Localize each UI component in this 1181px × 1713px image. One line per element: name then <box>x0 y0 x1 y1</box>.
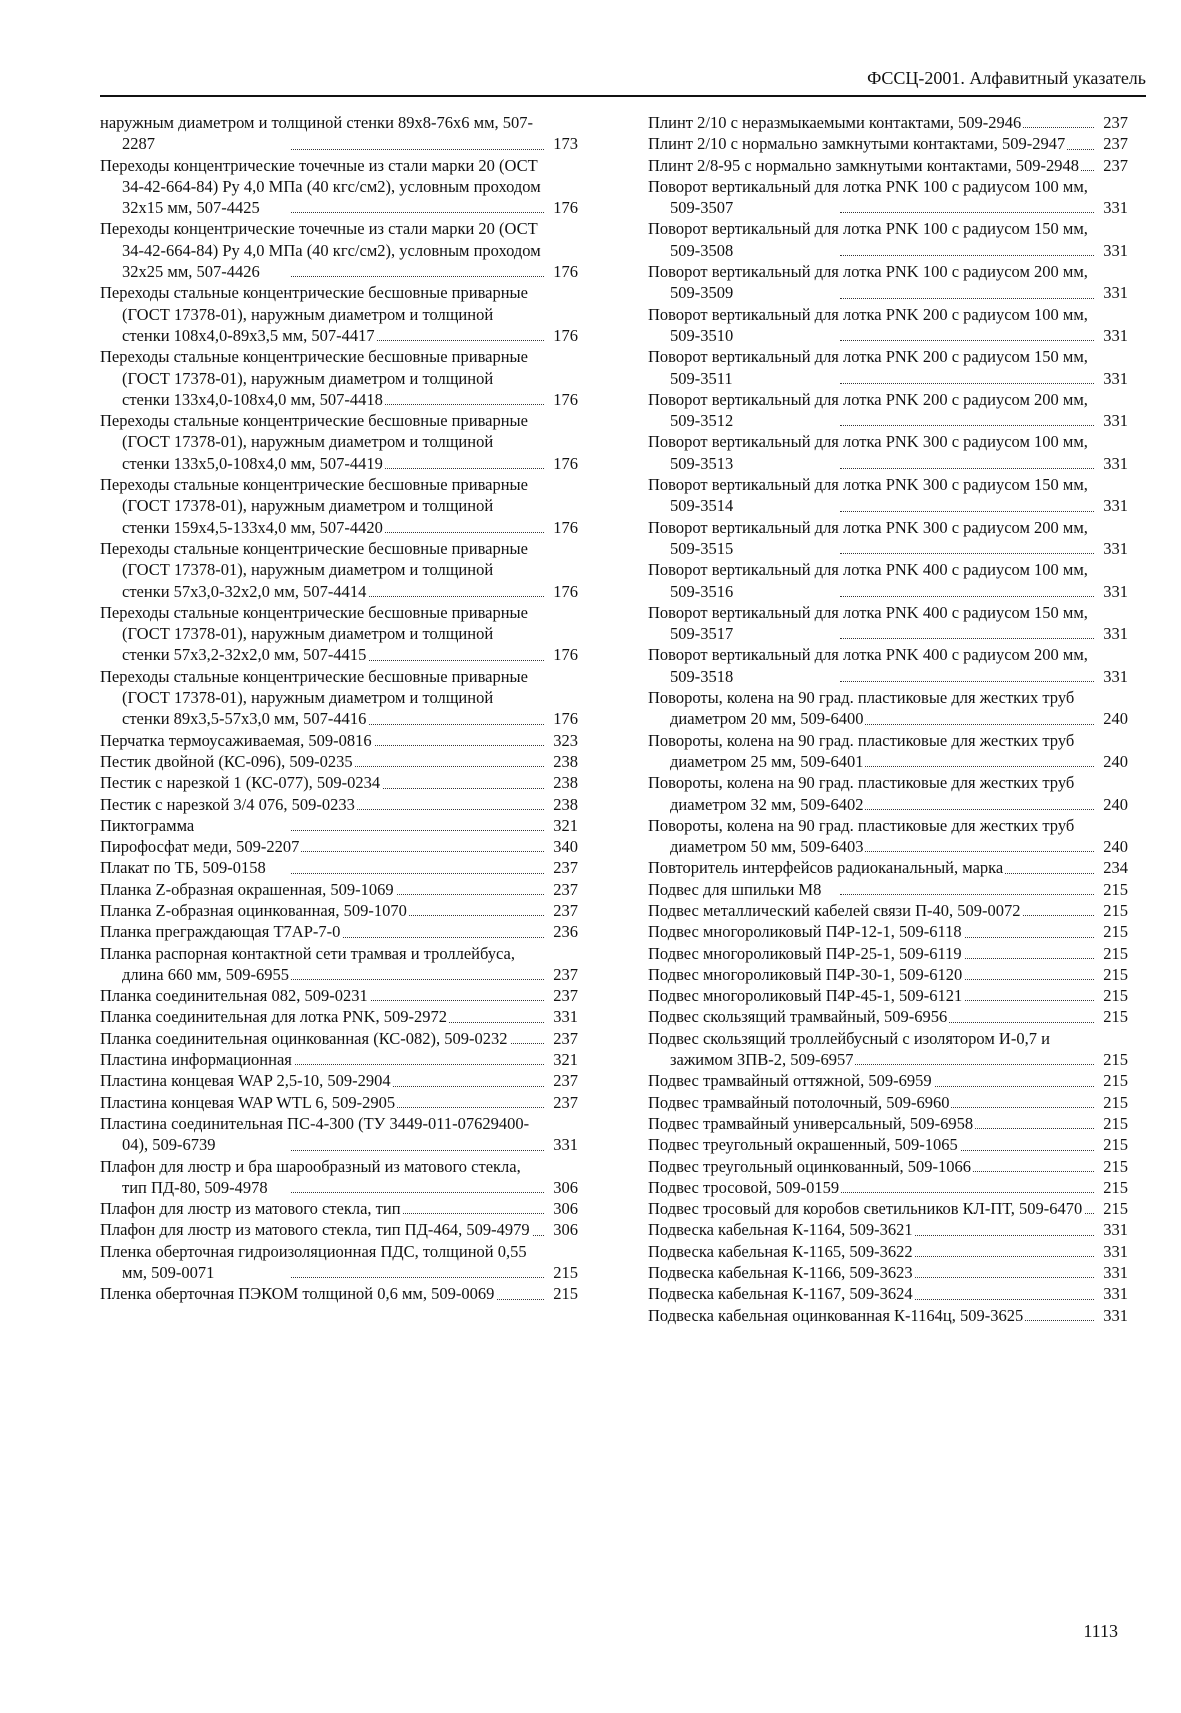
left-entry-list <box>100 112 578 1305</box>
entry-text: Подвеска кабельная оцинкованная К-1164ц, 509-3625 <box>648 1305 1024 1325</box>
index-entry <box>100 772 578 793</box>
entry-page-ref: 176 <box>553 517 578 537</box>
entry-text: Переходы стальные концентрические бесшовные приварные (ГОСТ 17378-01), наружным диаметром и толщиной стенки 159х4,5-133х4,0 мм, 507-4420 <box>100 475 528 537</box>
entry-text: Переходы стальные концентрические бесшовные приварные (ГОСТ 17378-01), наружным диаметром и толщиной стенки 133х5,0-108х4,0 мм, 507-4419 <box>100 411 528 473</box>
entry-page-ref: 331 <box>1103 198 1128 218</box>
index-entry <box>648 133 1128 154</box>
index-entry <box>100 921 578 942</box>
index-entry <box>648 155 1128 176</box>
entry-page-ref: 331 <box>1103 368 1128 388</box>
entry-text: Пестик с нарезкой 1 (КС-077), 509-0234 <box>100 773 381 793</box>
entry-text: Пестик двойной (КС-096), 509-0235 <box>100 751 353 771</box>
entry-text: Подвес трамвайный оттяжной, 509-6959 <box>648 1071 932 1091</box>
entry-text: Поворот вертикальный для лотка PNK 300 с радиусом 150 мм, 509-3514 <box>648 475 1088 516</box>
entry-page-ref: 331 <box>1103 666 1128 686</box>
index-entry <box>648 1092 1128 1113</box>
entry-text: Переходы концентрические точечные из стали марки 20 (ОСТ 34-42-664-84) Ру 4,0 МПа (40 кгс/см2), условным проходом 32х25 мм, 507-4426 <box>100 219 541 282</box>
entry-page-ref: 240 <box>1103 751 1128 771</box>
entry-page-ref: 176 <box>553 581 578 601</box>
entry-page-ref: 215 <box>1103 964 1128 984</box>
index-entry <box>648 815 1128 858</box>
entry-text: Пиктограмма <box>100 815 195 835</box>
entry-text: Пластина концевая WAP 2,5-10, 509-2904 <box>100 1071 391 1091</box>
entry-text: Пластина соединительная ПС-4-300 (ТУ 3449-011-07629400-04), 509-6739 <box>100 1113 530 1155</box>
index-entry <box>100 1006 578 1027</box>
index-entry <box>100 1028 578 1049</box>
index-entry <box>648 772 1128 815</box>
entry-page-ref: 215 <box>1103 943 1128 963</box>
index-entry <box>100 836 578 857</box>
entry-text: Подвес треугольный окрашенный, 509-1065 <box>648 1135 958 1155</box>
entry-text: Поворот вертикальный для лотка PNK 100 с радиусом 100 мм, 509-3507 <box>648 176 1088 218</box>
dot-leader <box>840 468 1094 469</box>
entry-text: Плафон для люстр из матового стекла, тип <box>100 1199 401 1219</box>
entry-page-ref: 306 <box>553 1177 578 1197</box>
entry-text: наружным диаметром и толщиной стенки 89х8-76х6 мм, 507-2287 <box>100 113 534 154</box>
entry-text: Подвес скользящий трамвайный, 509-6956 <box>648 1007 948 1027</box>
entry-page-ref: 237 <box>1103 155 1128 175</box>
entry-text: Подвес трамвайный универсальный, 509-6958 <box>648 1113 974 1133</box>
entry-text: Плафон для люстр из матового стекла, тип ПД-464, 509-4979 <box>100 1220 530 1240</box>
entry-text: Планка Z-образная окрашенная, 509-1069 <box>100 879 394 899</box>
index-entry <box>648 517 1128 560</box>
entry-text: Подвеска кабельная К-1164, 509-3621 <box>648 1220 913 1240</box>
index-entry <box>100 1156 578 1199</box>
dot-leader <box>840 724 1094 725</box>
index-entry <box>100 815 578 836</box>
entry-page-ref: 215 <box>1103 900 1128 920</box>
index-entry <box>648 921 1128 942</box>
entry-text: Планка распорная контактной сети трамвая и троллейбуса, длина 660 мм, 509-6955 <box>100 943 515 984</box>
entry-text: Пестик с нарезкой 3/4 076, 509-0233 <box>100 794 355 814</box>
dot-leader <box>840 809 1094 810</box>
entry-text: Подвес скользящий троллейбусный с изолятором И-0,7 и зажимом ЗПВ-2, 509-6957 <box>648 1028 1050 1070</box>
entry-text: Планка соединительная для лотка PNK, 509-2972 <box>100 1007 447 1027</box>
index-entry <box>100 1241 578 1284</box>
index-entry <box>648 261 1128 304</box>
index-entry <box>648 474 1128 517</box>
index-entry <box>100 943 578 986</box>
entry-page-ref: 176 <box>553 262 578 282</box>
entry-page-ref: 331 <box>1103 411 1128 431</box>
entry-text: Переходы стальные концентрические бесшовные приварные (ГОСТ 17378-01), наружным диаметром и толщиной стенки 133х4,0-108х4,0 мм, 507-4418 <box>100 347 528 409</box>
entry-page-ref: 215 <box>1103 1007 1128 1027</box>
entry-page-ref: 331 <box>1103 581 1128 601</box>
entry-text: Подвес треугольный оцинкованный, 509-1066 <box>648 1156 971 1176</box>
index-entry <box>100 602 578 666</box>
right-entry-list <box>648 112 1128 1326</box>
index-entry <box>648 431 1128 474</box>
entry-text: Планка Z-образная оцинкованная, 509-1070 <box>100 900 407 920</box>
dot-leader <box>291 979 544 980</box>
page-number: 1113 <box>1083 1621 1118 1641</box>
index-entry <box>648 218 1128 261</box>
entry-text: Подвес многороликовый П4Р-30-1, 509-6120 <box>648 964 963 984</box>
entry-text: Повороты, колена на 90 град. пластиковые для жестких труб диаметром 20 мм, 509-6400 <box>648 688 1075 729</box>
entry-text: Переходы стальные концентрические бесшовные приварные (ГОСТ 17378-01), наружным диаметром и толщиной стенки 108х4,0-89х3,5 мм, 507-4417 <box>100 283 528 345</box>
index-entry <box>648 1113 1128 1134</box>
entry-text: Переходы стальные концентрические бесшовные приварные (ГОСТ 17378-01), наружным диаметром и толщиной стенки 89х3,5-57х3,0 мм, 507-4416 <box>100 666 528 729</box>
entry-page-ref: 237 <box>553 1092 578 1112</box>
index-entry <box>648 1177 1128 1198</box>
entry-text: Поворот вертикальный для лотка PNK 200 с радиусом 100 мм, 509-3510 <box>648 304 1088 345</box>
entry-text: Подвеска кабельная К-1167, 509-3624 <box>648 1284 913 1304</box>
entry-page-ref: 176 <box>553 198 578 218</box>
entry-text: Поворот вертикальный для лотка PNK 100 с радиусом 200 мм, 509-3509 <box>648 262 1088 303</box>
entry-page-ref: 238 <box>553 794 578 814</box>
entry-text: Пленка оберточная гидроизоляционная ПДС, толщиной 0,55 мм, 509-0071 <box>100 1241 527 1283</box>
entry-text: Перчатка термоусаживаемая, 509-0816 <box>100 730 372 750</box>
entry-page-ref: 215 <box>553 1263 578 1283</box>
entry-page-ref: 234 <box>1103 858 1128 878</box>
dot-leader <box>840 340 1094 341</box>
dot-leader <box>291 1150 544 1151</box>
entry-text: Поворот вертикальный для лотка PNK 400 с радиусом 100 мм, 509-3516 <box>648 560 1088 601</box>
entry-text: Подвес тросовый для коробов светильников КЛ-ПТ, 509-6470 <box>648 1199 1083 1219</box>
dot-leader <box>291 149 544 150</box>
entry-page-ref: 176 <box>553 325 578 345</box>
entry-text: Пирофосфат меди, 509-2207 <box>100 837 300 857</box>
entry-page-ref: 323 <box>553 730 578 750</box>
index-entry <box>648 644 1128 687</box>
entry-text: Плинт 2/10 с нормально замкнутыми контактами, 509-2947 <box>648 134 1066 154</box>
entry-page-ref: 237 <box>553 964 578 984</box>
dot-leader <box>291 873 544 874</box>
entry-text: Поворот вертикальный для лотка PNK 300 с радиусом 100 мм, 509-3513 <box>648 432 1088 473</box>
entry-text: Поворот вертикальный для лотка PNK 200 с радиусом 150 мм, 509-3511 <box>648 347 1088 388</box>
entry-text: Поворот вертикальный для лотка PNK 300 с радиусом 200 мм, 509-3515 <box>648 517 1088 558</box>
entry-text: Плакат по ТБ, 509-0158 <box>100 858 266 878</box>
entry-text: Поворот вертикальный для лотка PNK 400 с радиусом 150 мм, 509-3517 <box>648 602 1088 644</box>
entry-page-ref: 331 <box>1103 496 1128 516</box>
index-entry <box>100 474 578 538</box>
index-entry <box>648 389 1128 432</box>
index-entry <box>100 1049 578 1070</box>
entry-text: Пластина концевая WAP WTL 6, 509-2905 <box>100 1092 396 1112</box>
dot-leader <box>840 851 1094 852</box>
index-entry <box>100 794 578 815</box>
entry-text: Повороты, колена на 90 град. пластиковые для жестких труб диаметром 25 мм, 509-6401 <box>648 730 1075 771</box>
entry-text: Подвес для шпильки М8 <box>648 879 822 899</box>
dot-leader <box>291 830 544 831</box>
entry-page-ref: 331 <box>1103 453 1128 473</box>
index-entry <box>648 964 1128 985</box>
entry-page-ref: 215 <box>1103 1135 1128 1155</box>
header-title: ФССЦ-2001. Алфавитный указатель <box>867 68 1146 88</box>
entry-page-ref: 331 <box>1103 1241 1128 1261</box>
index-entry <box>648 687 1128 730</box>
index-entry <box>648 900 1128 921</box>
index-entry <box>100 1092 578 1113</box>
entry-text: Подвес многороликовый П4Р-12-1, 509-6118 <box>648 922 962 942</box>
entry-page-ref: 215 <box>553 1284 578 1304</box>
entry-text: Переходы стальные концентрические бесшовные приварные (ГОСТ 17378-01), наружным диаметром и толщиной стенки 57х3,2-32х2,0 мм, 507-4415 <box>100 602 528 665</box>
index-entry <box>100 985 578 1006</box>
entry-page-ref: 340 <box>553 837 578 857</box>
entry-text: Пленка оберточная ПЭКОМ толщиной 0,6 мм, 509-0069 <box>100 1284 495 1304</box>
entry-page-ref: 215 <box>1103 1156 1128 1176</box>
dot-leader <box>840 638 1094 639</box>
entry-text: Плафон для люстр и бра шарообразный из матового стекла, тип ПД-80, 509-4978 <box>100 1156 521 1197</box>
dot-leader <box>840 383 1094 384</box>
entry-page-ref: 306 <box>553 1220 578 1240</box>
entry-page-ref: 237 <box>553 1071 578 1091</box>
entry-page-ref: 331 <box>1103 1263 1128 1283</box>
dot-leader <box>291 851 544 852</box>
index-entry <box>100 410 578 474</box>
entry-text: Подвес металлический кабелей связи П-40, 509-0072 <box>648 900 1021 920</box>
entry-text: Поворот вертикальный для лотка PNK 100 с радиусом 150 мм, 509-3508 <box>648 219 1088 260</box>
index-entry <box>648 559 1128 602</box>
index-entry <box>648 985 1128 1006</box>
dot-leader <box>840 298 1094 299</box>
entry-text: Поворот вертикальный для лотка PNK 400 с радиусом 200 мм, 509-3518 <box>648 645 1088 686</box>
entry-page-ref: 306 <box>553 1199 578 1219</box>
entry-page-ref: 331 <box>1103 1305 1128 1325</box>
entry-text: Повторитель интерфейсов радиоканальный, марка <box>648 858 1004 878</box>
entry-page-ref: 321 <box>553 815 578 835</box>
entry-page-ref: 237 <box>553 1028 578 1048</box>
entry-page-ref: 331 <box>1103 240 1128 260</box>
dot-leader <box>291 276 544 277</box>
index-entry <box>100 1070 578 1091</box>
entry-page-ref: 237 <box>553 900 578 920</box>
entry-page-ref: 215 <box>1103 1092 1128 1112</box>
entry-text: Подвес трамвайный потолочный, 509-6960 <box>648 1092 950 1112</box>
right-column <box>648 112 1128 1326</box>
entry-page-ref: 331 <box>1103 325 1128 345</box>
index-entry <box>648 1283 1128 1304</box>
index-entry <box>648 943 1128 964</box>
index-entry <box>100 1198 578 1219</box>
dot-leader <box>840 894 1094 895</box>
entry-page-ref: 173 <box>553 134 578 154</box>
index-entry <box>648 1262 1128 1283</box>
index-entry <box>100 282 578 346</box>
index-entry <box>648 730 1128 773</box>
index-entry <box>100 346 578 410</box>
entry-page-ref: 237 <box>553 858 578 878</box>
entry-text: Планка соединительная 082, 509-0231 <box>100 986 368 1006</box>
index-entry <box>648 602 1128 645</box>
entry-page-ref: 237 <box>553 879 578 899</box>
dot-leader <box>291 1277 544 1278</box>
entry-page-ref: 176 <box>553 645 578 665</box>
dot-leader <box>840 596 1094 597</box>
dot-leader <box>840 681 1094 682</box>
dot-leader <box>291 212 544 213</box>
entry-page-ref: 331 <box>553 1007 578 1027</box>
index-entry <box>100 1113 578 1156</box>
index-entry <box>648 1305 1128 1326</box>
index-entry <box>100 538 578 602</box>
entry-page-ref: 215 <box>1103 879 1128 899</box>
entry-page-ref: 331 <box>1103 624 1128 644</box>
dot-leader <box>840 766 1094 767</box>
entry-page-ref: 240 <box>1103 837 1128 857</box>
dot-leader <box>840 511 1094 512</box>
left-column <box>100 112 578 1305</box>
entry-page-ref: 240 <box>1103 709 1128 729</box>
index-entry <box>648 1241 1128 1262</box>
index-entry <box>648 1070 1128 1091</box>
dot-leader <box>840 1192 1094 1193</box>
entry-page-ref: 176 <box>553 709 578 729</box>
entry-page-ref: 176 <box>553 453 578 473</box>
dot-leader <box>291 1192 544 1193</box>
index-entry <box>648 879 1128 900</box>
entry-page-ref: 331 <box>1103 283 1128 303</box>
index-entry <box>100 666 578 730</box>
entry-text: Плинт 2/10 с неразмыкаемыми контактами, 509-2946 <box>648 113 1022 132</box>
entry-text: Повороты, колена на 90 град. пластиковые для жестких труб диаметром 32 мм, 509-6402 <box>648 773 1075 814</box>
entry-text: Подвеска кабельная К-1166, 509-3623 <box>648 1263 913 1283</box>
entry-page-ref: 237 <box>1103 134 1128 154</box>
entry-text: Переходы стальные концентрические бесшовные приварные (ГОСТ 17378-01), наружным диаметром и толщиной стенки 57х3,0-32х2,0 мм, 507-4414 <box>100 538 528 601</box>
index-entry <box>648 1028 1128 1071</box>
dot-leader <box>840 255 1094 256</box>
entry-text: Поворот вертикальный для лотка PNK 200 с радиусом 200 мм, 509-3512 <box>648 389 1088 431</box>
entry-page-ref: 331 <box>553 1135 578 1155</box>
index-entry <box>100 730 578 751</box>
entry-page-ref: 176 <box>553 389 578 409</box>
index-entry <box>100 857 578 878</box>
entry-text: Подвес тросовой, 509-0159 <box>648 1177 840 1197</box>
entry-text: Планка соединительная оцинкованная (КС-082), 509-0232 <box>100 1028 508 1048</box>
header-rule <box>100 95 1146 97</box>
index-entry <box>648 1134 1128 1155</box>
entry-text: Плинт 2/8-95 с нормально замкнутыми контактами, 509-2948 <box>648 155 1080 175</box>
index-entry <box>100 218 578 282</box>
entry-text: Подвеска кабельная К-1165, 509-3622 <box>648 1241 913 1261</box>
index-entry <box>100 1283 578 1304</box>
running-header <box>100 68 1146 96</box>
index-entry <box>100 155 578 219</box>
entry-page-ref: 215 <box>1103 922 1128 942</box>
entry-page-ref: 331 <box>1103 1220 1128 1240</box>
index-entry <box>648 857 1128 878</box>
entry-page-ref: 215 <box>1103 1071 1128 1091</box>
index-entry <box>648 346 1128 389</box>
entry-page-ref: 331 <box>1103 538 1128 558</box>
index-entry <box>648 1156 1128 1177</box>
dot-leader <box>291 1064 544 1065</box>
index-entry <box>100 900 578 921</box>
entry-page-ref: 215 <box>1103 986 1128 1006</box>
index-entry <box>648 1219 1128 1240</box>
entry-page-ref: 215 <box>1103 1177 1128 1197</box>
dot-leader <box>840 425 1094 426</box>
index-entry <box>100 879 578 900</box>
entry-page-ref: 238 <box>553 751 578 771</box>
entry-text: Планка преграждающая Т7АР-7-0 <box>100 922 341 942</box>
entry-page-ref: 240 <box>1103 794 1128 814</box>
index-entry <box>648 176 1128 219</box>
entry-page-ref: 331 <box>1103 1284 1128 1304</box>
entry-page-ref: 237 <box>1103 113 1128 132</box>
index-entry <box>648 304 1128 347</box>
entry-text: Подвес многороликовый П4Р-25-1, 509-6119 <box>648 943 962 963</box>
index-entry <box>648 112 1128 133</box>
dot-leader <box>840 212 1094 213</box>
index-entry <box>100 751 578 772</box>
entry-page-ref: 215 <box>1103 1050 1128 1070</box>
entry-text: Повороты, колена на 90 град. пластиковые для жестких труб диаметром 50 мм, 509-6403 <box>648 815 1075 857</box>
index-entry <box>648 1198 1128 1219</box>
entry-text: Подвес многороликовый П4Р-45-1, 509-6121 <box>648 986 963 1006</box>
entry-page-ref: 237 <box>553 986 578 1006</box>
entry-page-ref: 215 <box>1103 1199 1128 1219</box>
dot-leader <box>840 553 1094 554</box>
dot-leader <box>840 1064 1094 1065</box>
index-entry <box>648 1006 1128 1027</box>
entry-page-ref: 321 <box>553 1050 578 1070</box>
index-entry <box>100 112 578 155</box>
index-entry <box>100 1219 578 1240</box>
entry-page-ref: 238 <box>553 773 578 793</box>
entry-text: Пластина информационная <box>100 1050 292 1070</box>
entry-text: Переходы концентрические точечные из стали марки 20 (ОСТ 34-42-664-84) Ру 4,0 МПа (40 кгс/см2), условным проходом 32х15 мм, 507-4425 <box>100 155 541 218</box>
entry-page-ref: 236 <box>553 922 578 942</box>
entry-page-ref: 215 <box>1103 1113 1128 1133</box>
